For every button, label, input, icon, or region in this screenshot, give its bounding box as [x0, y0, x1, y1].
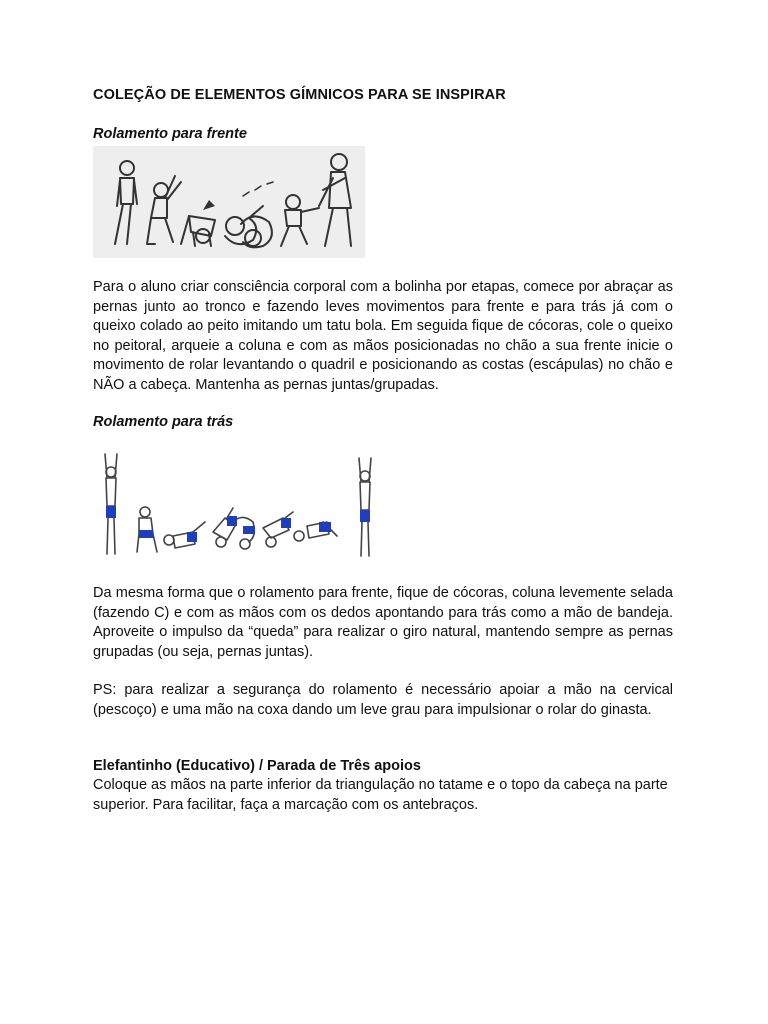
heading-backward-roll: Rolamento para trás — [93, 414, 234, 430]
paragraph-forward-roll: Para o aluno criar consciência corporal com a bolinha por etapas, comece por abraçar as pernas junto ao tronco e fazendo leves movimentos para frente e para trás já com o queixo colado ao peito imitando um tatu bola. Em seguida fique de cócoras, cole o queixo no peitoral, arqueie a coluna e com as mãos posicionadas no chão a sua frente inicie o movimento de rolar levantando o quadril e posicionando as costas (escápulas) no chão e NÃO a cabeça. Mantenha as pernas juntas/grupadas. — [93, 279, 673, 393]
forward-roll-illustration — [93, 146, 365, 258]
heading-forward-roll: Rolamento para frente — [93, 126, 247, 142]
paragraph-backward-roll: Da mesma forma que o rolamento para frente, fique de cócoras, coluna levemente selada (fazendo C) e com as mãos com os dedos apontando para trás como a mão de bandeja. Aproveite o impulso da “queda” para realizar o giro natural, mantendo sempre as pernas grupadas (ou seja, pernas juntas). — [93, 585, 673, 660]
document-title: COLEÇÃO DE ELEMENTOS GÍMNICOS PARA SE INSPIRAR — [93, 87, 506, 103]
backward-roll-illustration — [93, 452, 383, 558]
heading-tripod-headstand: Elefantinho (Educativo) / Parada de Três apoios — [93, 758, 421, 774]
paragraph-tripod-headstand: Coloque as mãos na parte inferior da triangulação no tatame e o topo da cabeça na parte superior. Para facilitar, faça a marcação com os antebraços. — [93, 777, 668, 813]
paragraph-safety-note: PS: para realizar a segurança do rolamento é necessário apoiar a mão na cervical (pescoço) e uma mão na coxa dando um leve grau para impulsionar o rolar do ginasta. — [93, 682, 673, 718]
